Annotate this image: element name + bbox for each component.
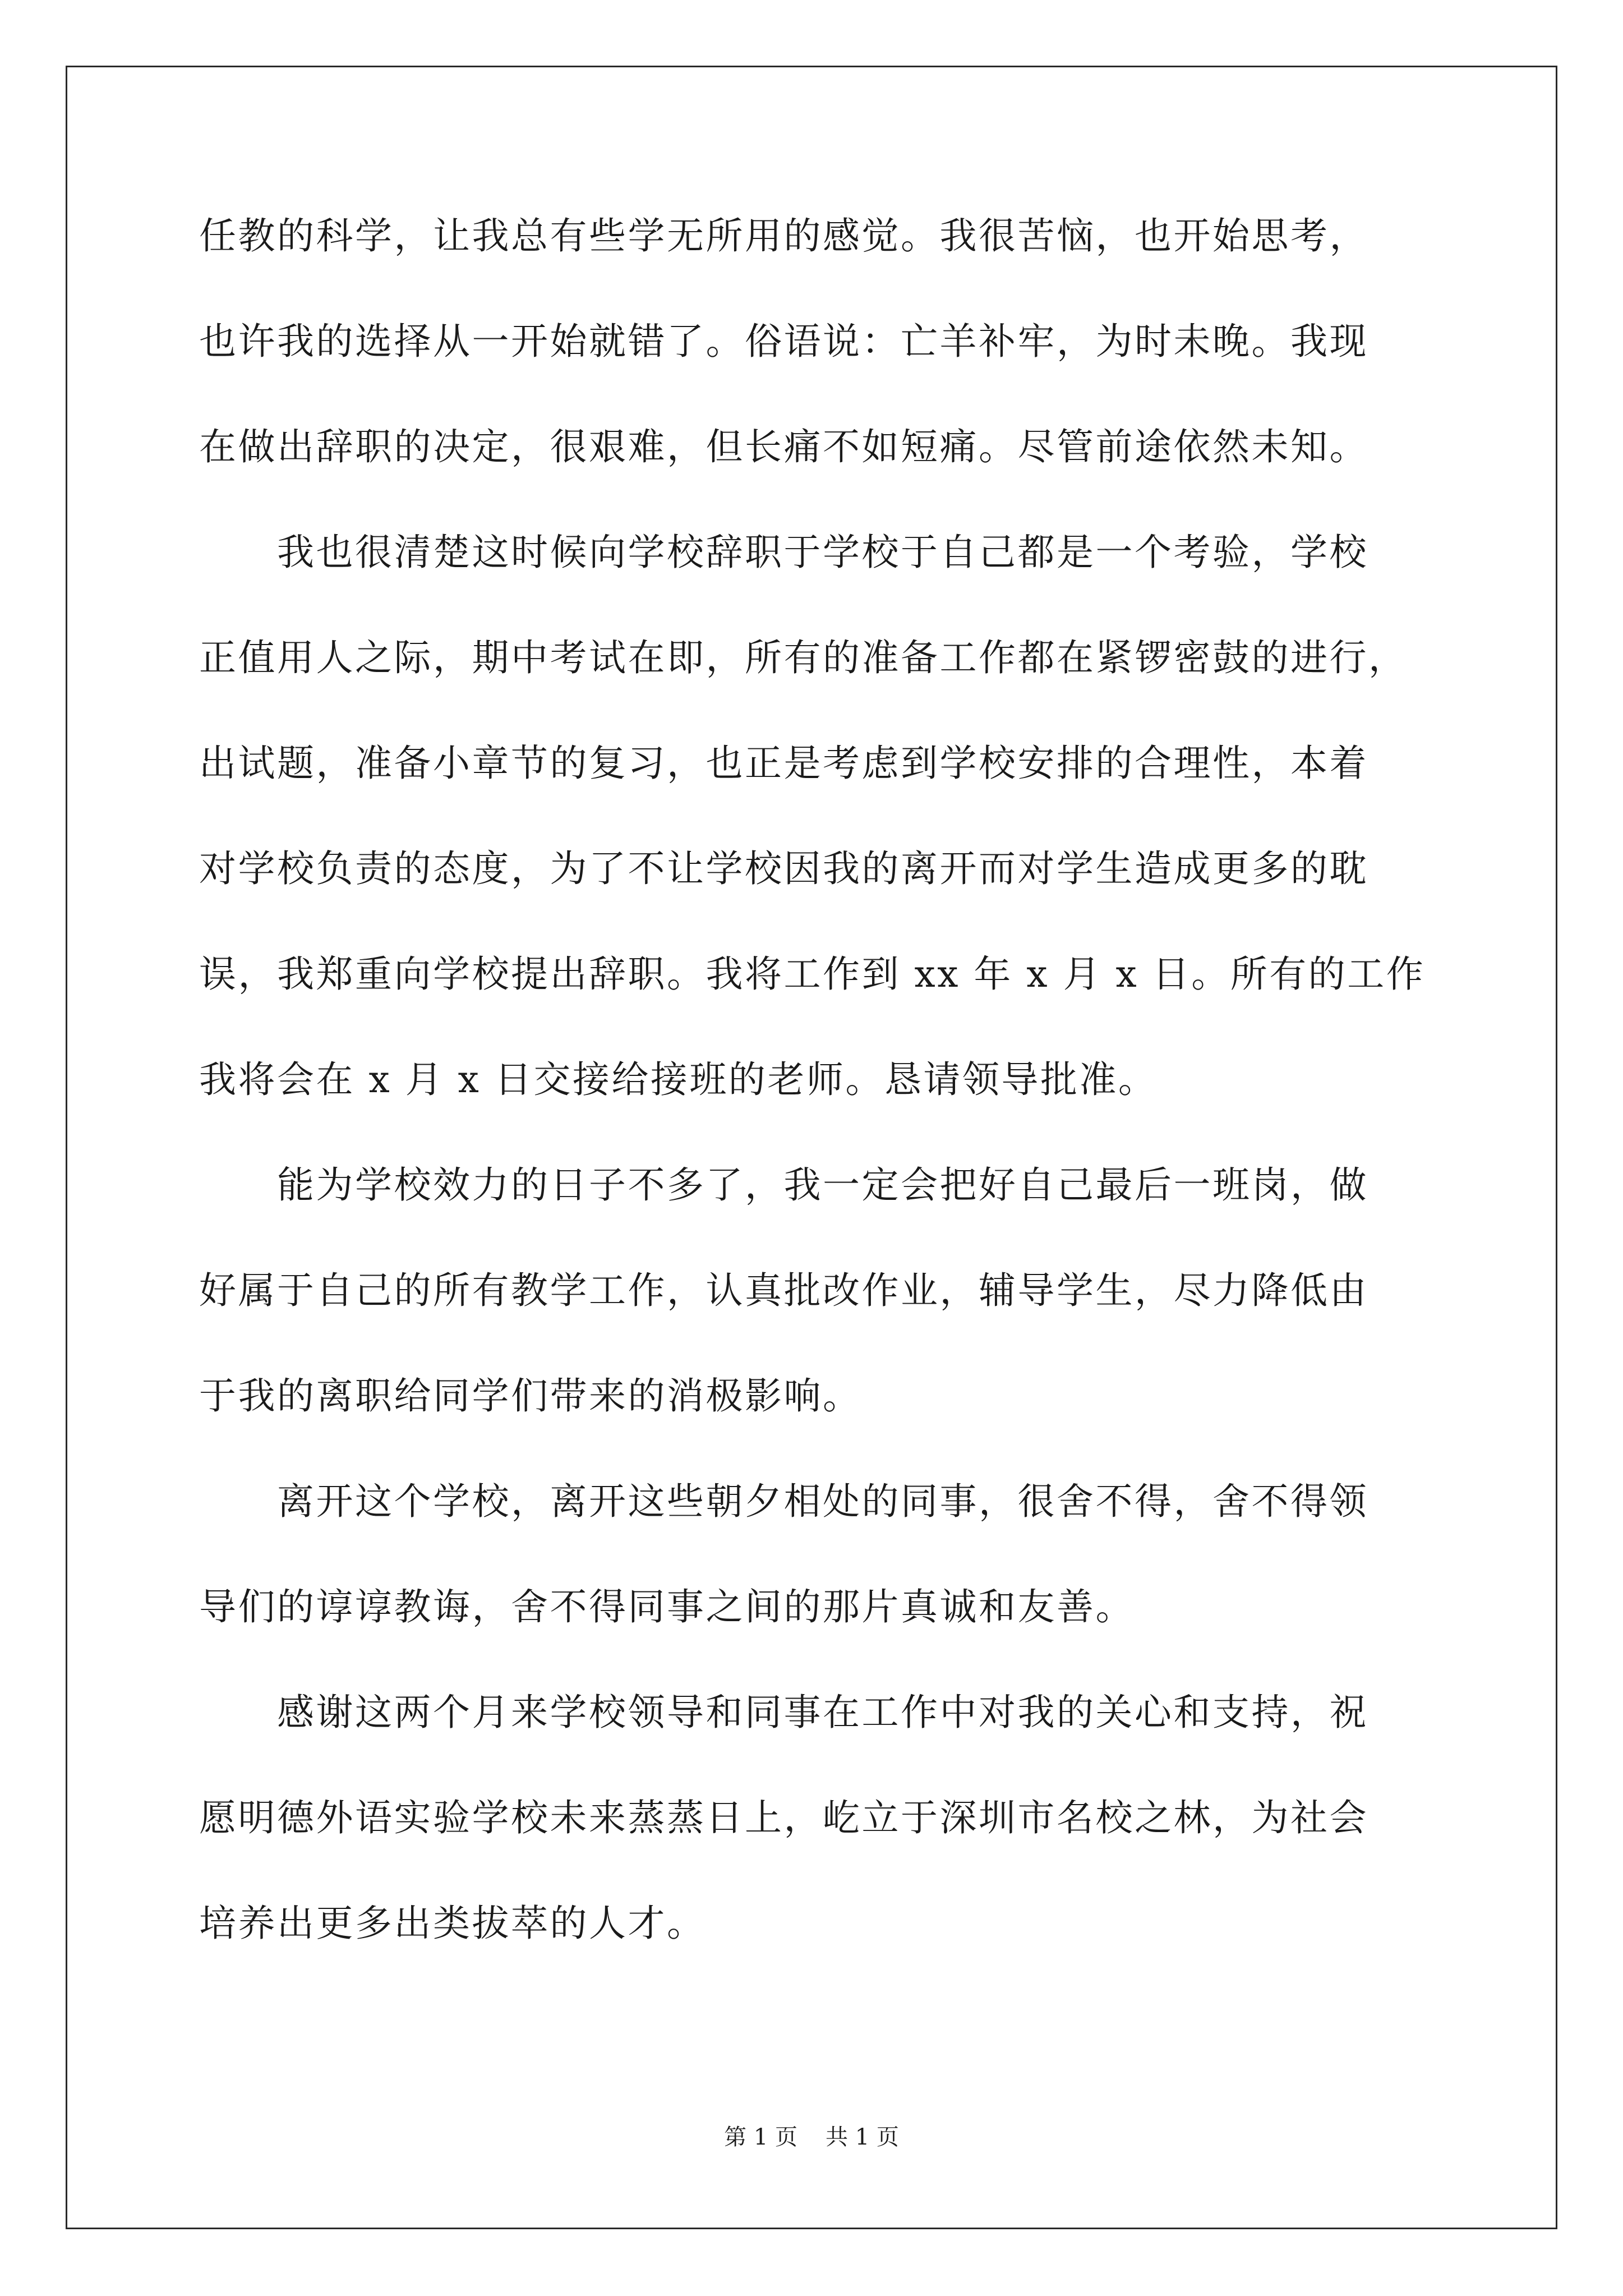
- text-line: 我将会在 x 月 x 日交接给接班的老师。恳请领导批准。: [199, 1058, 1158, 1101]
- text-line: 误，我郑重向学校提出辞职。我将工作到 xx 年 x 月 x 日。所有的工作: [199, 953, 1426, 996]
- text-line: 愿明德外语实验学校未来蒸蒸日上，屹立于深圳市名校之林，为社会: [199, 1796, 1368, 1839]
- page-total: 共 1 页: [826, 2124, 899, 2150]
- text-line: 正值用人之际，期中考试在即，所有的准备工作都在紧锣密鼓的进行，: [199, 636, 1408, 679]
- text-line: 在做出辞职的决定，很艰难，但长痛不如短痛。尽管前途依然未知。: [199, 425, 1368, 468]
- text-line: 培养出更多出类拔萃的人才。: [199, 1902, 706, 1945]
- document-body: [199, 214, 1444, 2010]
- text-line: 导们的谆谆教诲，舍不得同事之间的那片真诚和友善。: [199, 1585, 1135, 1628]
- text-line: 任教的科学，让我总有些学无所用的感觉。我很苦恼，也开始思考，: [199, 214, 1368, 257]
- text-line: 出试题，准备小章节的复习，也正是考虑到学校安排的合理性，本着: [199, 742, 1368, 785]
- text-line: 于我的离职给同学们带来的消极影响。: [199, 1374, 862, 1418]
- text-line: 能为学校效力的日子不多了，我一定会把好自己最后一班岗，做: [199, 1163, 1368, 1207]
- text-line: 离开这个学校，离开这些朝夕相处的同事，很舍不得，舍不得领: [199, 1480, 1368, 1523]
- text-line: 感谢这两个月来学校领导和同事在工作中对我的关心和支持，祝: [199, 1691, 1368, 1734]
- text-line: 我也很清楚这时候向学校辞职于学校于自己都是一个考验，学校: [199, 531, 1368, 574]
- page-footer: [0, 2126, 1623, 2148]
- page-number: 第 1 页: [724, 2124, 797, 2150]
- text-line: 好属于自己的所有教学工作，认真批改作业，辅导学生，尽力降低由: [199, 1269, 1368, 1312]
- text-line: 对学校负责的态度，为了不让学校因我的离开而对学生造成更多的耽: [199, 847, 1368, 890]
- text-line: 也许我的选择从一开始就错了。俗语说：亡羊补牢，为时未晚。我现: [199, 320, 1368, 363]
